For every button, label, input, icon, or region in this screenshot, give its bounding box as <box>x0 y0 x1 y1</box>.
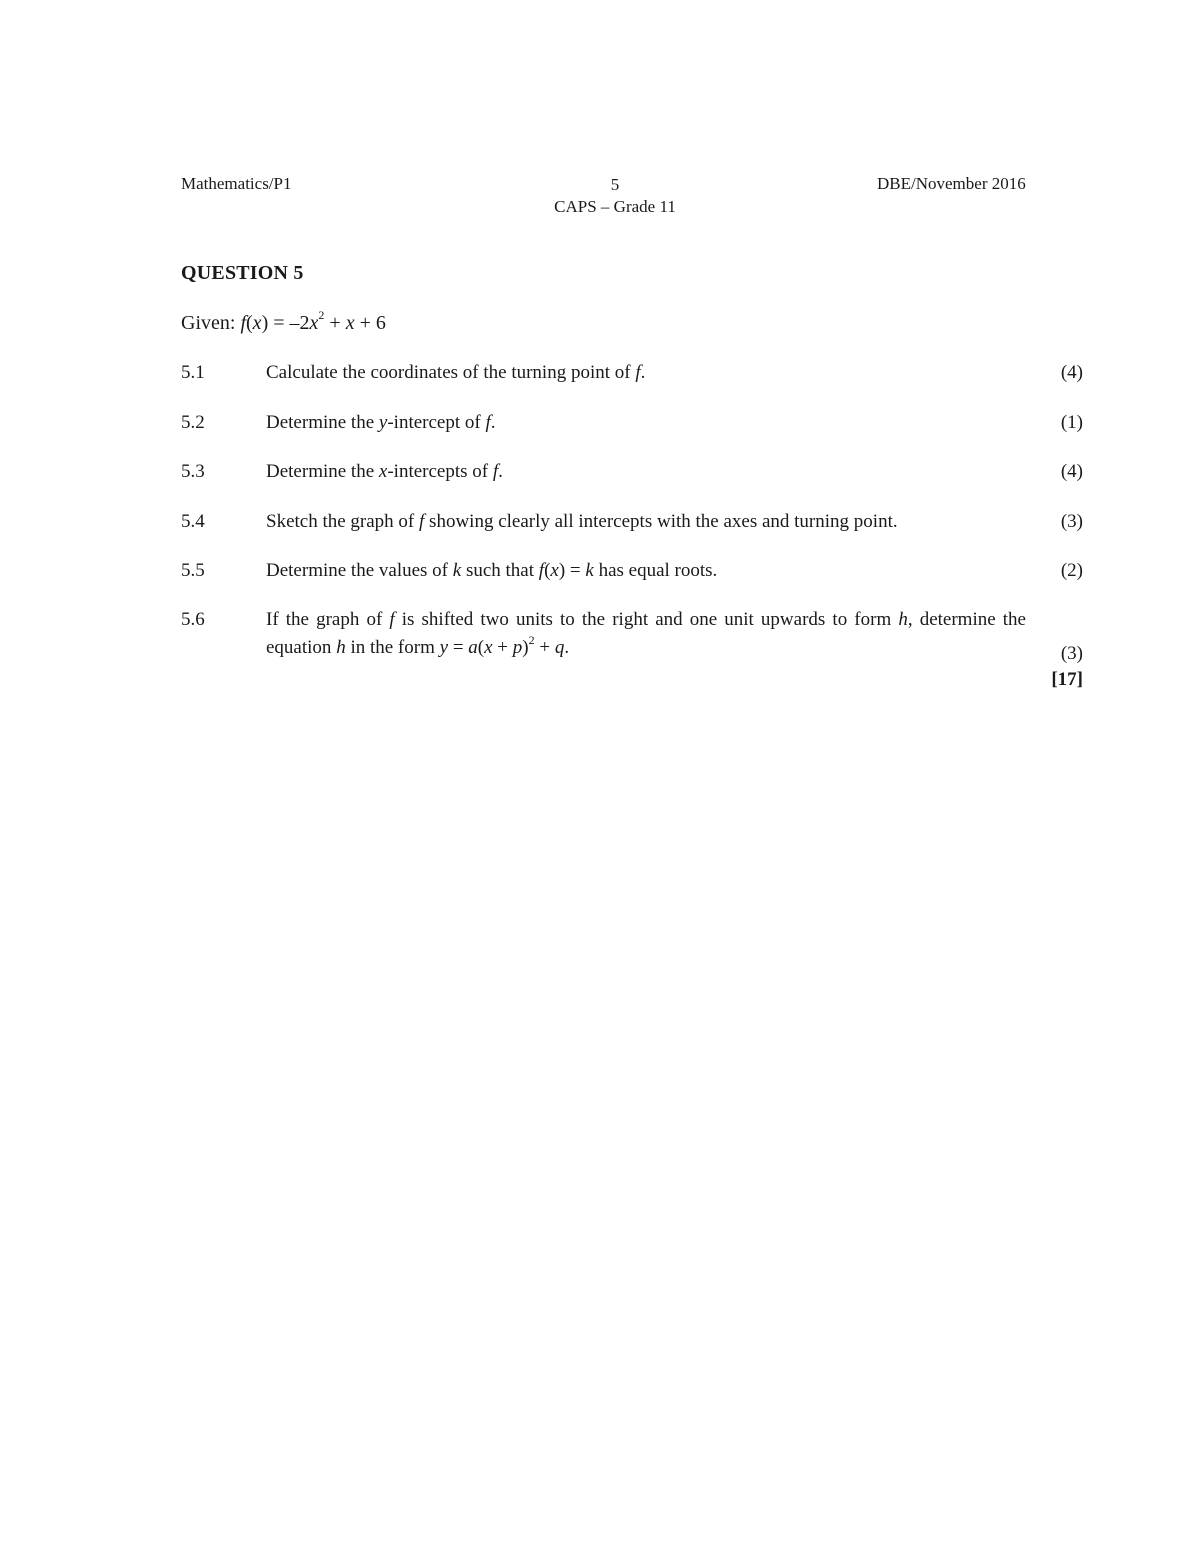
item-number: 5.5 <box>181 560 205 581</box>
item-text: Determine the values of k such that f(x) = k has equal roots. <box>266 560 718 581</box>
question-title: QUESTION 5 <box>181 262 304 284</box>
header-center <box>500 174 730 218</box>
given-formula: $f(x) = -2x^2 + x + 6$ <box>240 308 386 334</box>
item-number: 5.2 <box>181 412 205 433</box>
item-number: 5.4 <box>181 511 205 532</box>
question-item <box>181 606 1091 696</box>
item-text: Calculate the coordinates of the turning point of f. <box>266 362 646 383</box>
header-grade: CAPS – Grade 11 <box>554 197 676 216</box>
item-text: Determine the x-intercepts of f. <box>266 461 503 482</box>
item-marks: (1) <box>1060 412 1083 433</box>
item-text: Sketch the graph of f showing clearly all intercepts with the axes and turning point. <box>266 511 898 532</box>
page-number: 5 <box>610 175 620 194</box>
item-marks: (4) <box>1060 362 1083 383</box>
item-text: Determine the y-intercept of f. <box>266 412 496 433</box>
header-exam-date: DBE/November 2016 <box>877 174 1026 193</box>
item-number: 5.3 <box>181 461 205 482</box>
item-number: 5.6 <box>181 609 205 630</box>
question-total-marks: [17] <box>1051 669 1083 690</box>
item-number: 5.1 <box>181 362 205 383</box>
header-subject: Mathematics/P1 <box>181 174 292 193</box>
item-text: If the graph of f is shifted two units to the right and one unit upwards to form h, determine the equation h in the form $y = a(x + p)^2 + q$. <box>266 609 1026 658</box>
given-label: Given: <box>181 312 236 334</box>
item-marks: (2) <box>1060 560 1083 581</box>
given-function <box>181 308 386 335</box>
item-marks: (4) <box>1060 461 1083 482</box>
item-marks: (3) <box>1060 643 1083 664</box>
item-marks: (3) <box>1060 511 1083 532</box>
